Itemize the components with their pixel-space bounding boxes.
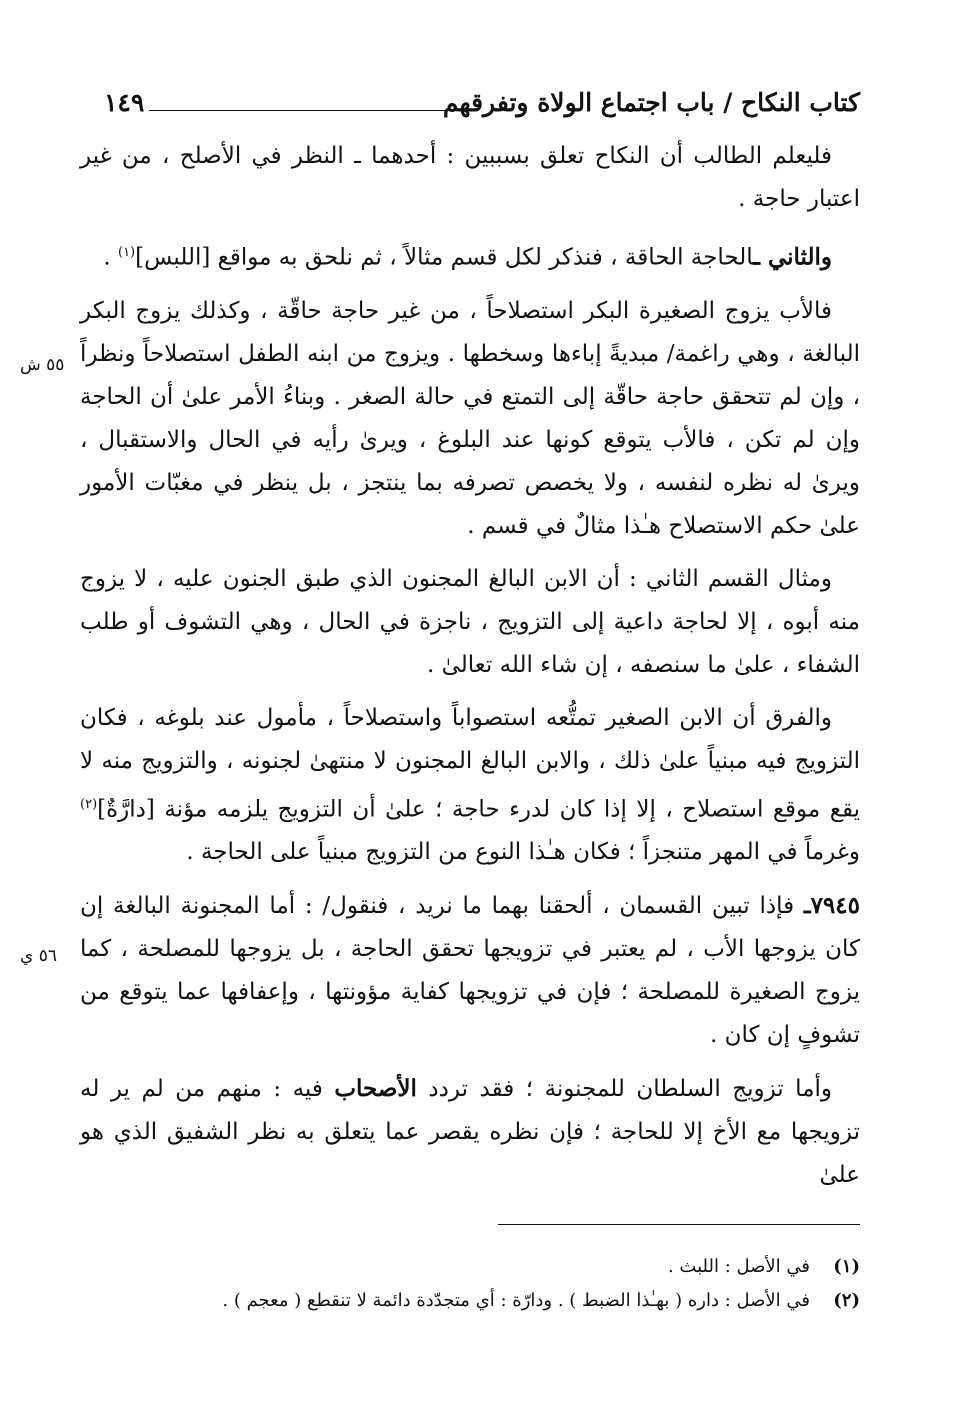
footnote-number: (٢) bbox=[833, 1290, 860, 1311]
footnote-ref-1: (١) bbox=[117, 245, 136, 260]
section-number: ٧٩٤٥ـ bbox=[803, 892, 860, 920]
header-rule bbox=[149, 110, 460, 111]
header-title: كتاب النكاح / باب اجتماع الولاة وتفرقهم bbox=[442, 88, 860, 117]
margin-note-1: ٥٥ ش bbox=[20, 355, 65, 375]
footnote-text: في الأصل : داره ( بهـٰذا الضبط ) . ودارّة : أي متجدّدة دائمة لا تنقطع ( معجم ) . bbox=[222, 1290, 810, 1311]
footnote-ref-2: (٢) bbox=[80, 796, 98, 812]
footnote-2 bbox=[150, 1284, 860, 1318]
paragraph-3: فالأب يزوج الصغيرة البكر استصلاحاً ، من غير حاجة حاقّة ، وكذلك يزوج البكر البالغة ، وهي راغمة/ مبديةً إباءها وسخطها . ويزوج من ابنه الطفل استصلاحاً ونظراً ، وإن لم تتحقق حاجة حاقّة إلى التمتع في حالة الصغر . وبناءُ الأمر علىٰ أن الحاجة وإن لم تكن ، فالأب يتوقع كونها عند البلوغ ، ويرىٰ رأيه في الحال والاستقبال ، ويرىٰ له نظره لنفسه ، ولا يخصص تصرفه بما ينتجز ، بل ينظر في مغبّات الأمور علىٰ حكم الاستصلاح هـٰذا مثالٌ في قسم . bbox=[80, 297, 860, 539]
running-header bbox=[104, 88, 860, 128]
footnote-text: في الأصل : اللبث . bbox=[667, 1256, 810, 1277]
footnotes bbox=[150, 1250, 860, 1318]
footnote-number: (١) bbox=[833, 1256, 860, 1277]
paragraph-7: وأما تزويج السلطان للمجنونة ؛ فقد تردد الأصحاب فيه : منهم من لم ير له تزويجها مع الأخ إلا للحاجة ؛ فإن نظره يقصر عما يتعلق به نظر الشفيق الذي هو علىٰ bbox=[80, 1075, 860, 1189]
paragraph-2-lead: والثاني ـ bbox=[753, 243, 832, 271]
paragraph-6: ٧٩٤٥ـ فإذا تبين القسمان ، ألحقنا بهما ما نريد ، فنقول/ : أما المجنونة البالغة إن كان يزوجها الأب ، لم يعتبر في تزويجها تحقق الحاجة ، بل يزوجها للمصلحة ، كما يزوج الصغيرة للمصلحة ؛ فإن في تزويجها كفاية مؤونتها ، وإعفافها عما يتوقع من تشوفٍ إن كان . bbox=[80, 892, 860, 1049]
paragraph-2: والثاني ـالحاجة الحاقة ، فنذكر لكل قسم مثالاً ، ثم نلحق به مواقع [اللبس]$^{(١)}$ . bbox=[103, 243, 832, 271]
footnotes-rule bbox=[498, 1224, 860, 1225]
main-text bbox=[80, 135, 860, 1207]
paragraph-4: ومثال القسم الثاني : أن الابن البالغ المجنون الذي طبق الجنون عليه ، لا يزوج منه أبوه ، إلا لحاجة داعية إلى التزويج ، ناجزة في الحال ، وهي التشوف أو طلب الشفاء ، علىٰ ما سنصفه ، إن شاء الله تعالىٰ . bbox=[80, 565, 860, 678]
margin-note-2: ٥٦ ي bbox=[20, 946, 57, 966]
page-number: ١٤٩ bbox=[104, 88, 145, 117]
paragraph-1: فليعلم الطالب أن النكاح تعلق بسببين : أحدهما ـ النظر في الأصلح ، من غير اعتبار حاجة . bbox=[80, 143, 860, 212]
paragraph-5: والفرق أن الابن الصغير تمتُّعه استصواباً واستصلاحاً ، مأمول عند بلوغه ، فكان التزويج فيه مبنياً علىٰ ذلك ، والابن البالغ المجنون لا منتهىٰ لجنونه ، والتزويج منه لا يقع موقع استصلاح ، إلا إذا كان لدرء حاجة ؛ علىٰ أن التزويج يلزمه مؤنة [دارَّةٌ]$^{(٢)}$ وغرماً في المهر متنجزاً ؛ فكان هـٰذا النوع من التزويج مبنياً على الحاجة . bbox=[80, 704, 860, 866]
footnote-1 bbox=[150, 1250, 860, 1284]
